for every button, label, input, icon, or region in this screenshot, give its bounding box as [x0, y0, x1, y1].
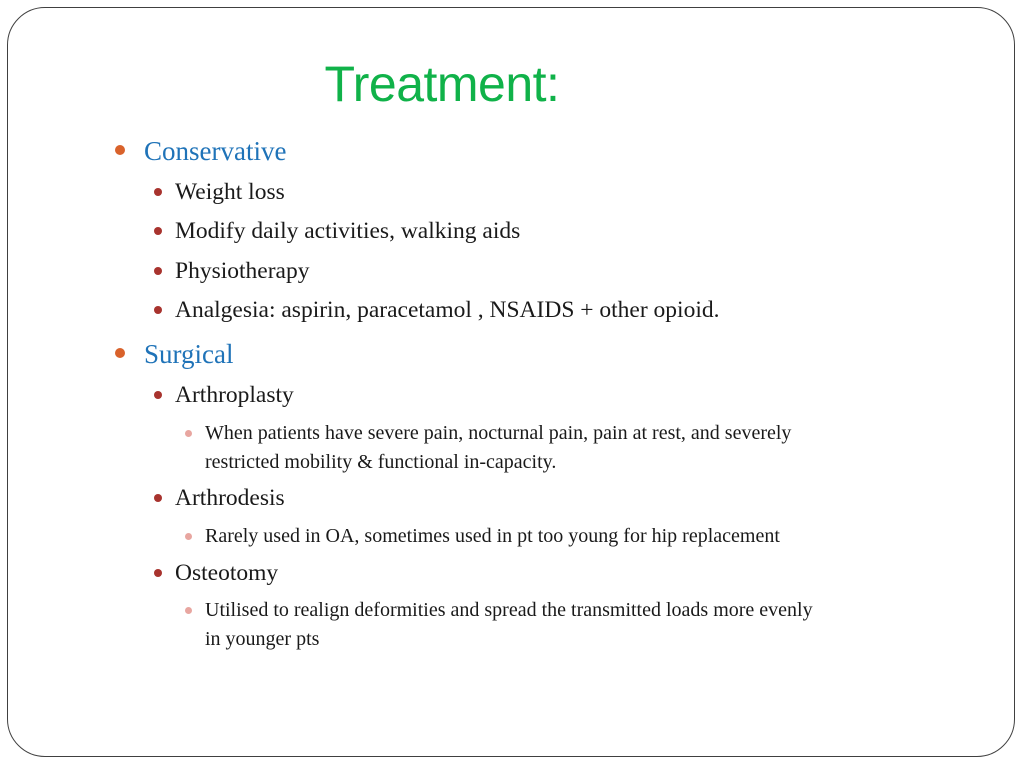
sub-item-line: Rarely used in OA, sometimes used in pt too young for hip replacement — [205, 525, 780, 547]
section-heading-conservative: Conservative — [144, 136, 287, 166]
bullet-dot-icon — [154, 391, 162, 399]
sub-item-line: restricted mobility & functional in-capacity. — [205, 451, 557, 473]
bullet-dot-icon — [154, 569, 162, 577]
slide-title: Treatment: — [324, 56, 560, 112]
section-heading-surgical: Surgical — [144, 339, 234, 369]
bullet-dot-icon — [154, 227, 162, 235]
bullet-dot-icon — [185, 430, 192, 437]
bullet-dot-icon — [185, 533, 192, 540]
bullet-dot-icon — [185, 607, 192, 614]
list-item: Physiotherapy — [175, 258, 310, 284]
sub-item-line: in younger pts — [205, 628, 320, 650]
bullet-dot-icon — [154, 306, 162, 314]
sub-item-line: Utilised to realign deformities and spread the transmitted loads more evenly — [205, 599, 813, 621]
bullet-dot-icon — [115, 145, 125, 155]
list-item: Modify daily activities, walking aids — [175, 218, 521, 244]
sub-item-line: When patients have severe pain, nocturnal pain, pain at rest, and severely — [205, 422, 792, 444]
list-item: Osteotomy — [175, 560, 279, 586]
bullet-dot-icon — [154, 494, 162, 502]
list-item: Analgesia: aspirin, paracetamol , NSAIDS + other opioid. — [175, 297, 720, 323]
list-item: Arthrodesis — [175, 485, 285, 511]
list-item: Weight loss — [175, 179, 285, 205]
bullet-dot-icon — [154, 188, 162, 196]
bullet-dot-icon — [154, 267, 162, 275]
bullet-dot-icon — [115, 348, 125, 358]
list-item: Arthroplasty — [175, 382, 294, 408]
